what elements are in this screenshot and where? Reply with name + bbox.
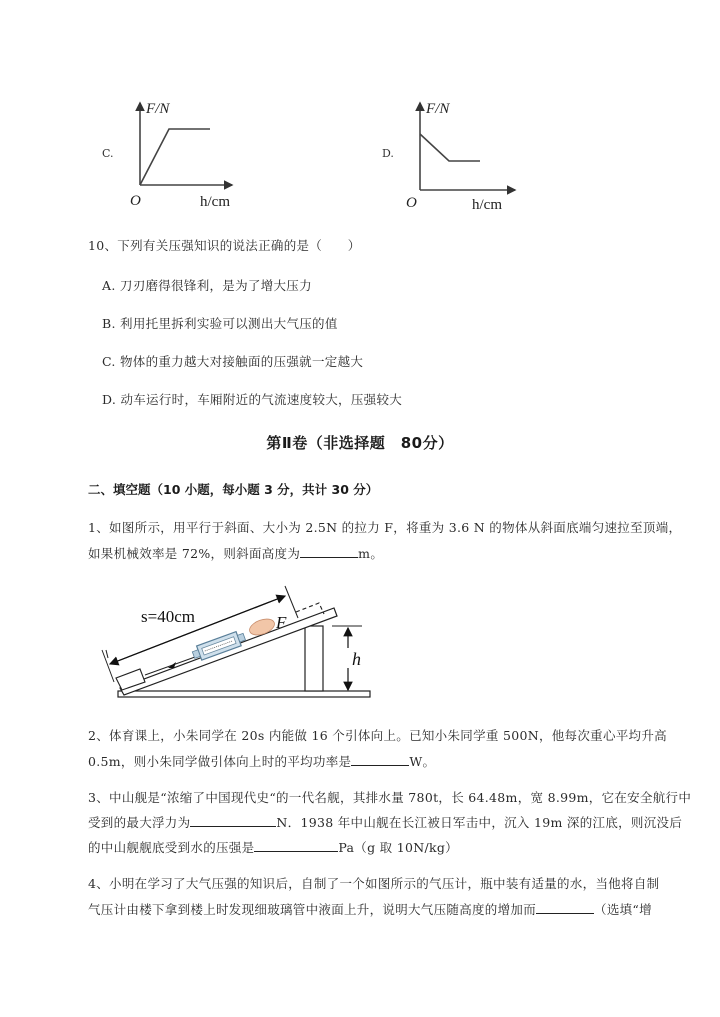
fill-q1-line1: 1、如图所示，用平行于斜面、大小为 2.5N 的拉力 F，将重为 3.6 N 的物体从斜面底端匀速拉至顶端，: [88, 520, 682, 535]
q10-stem: 10、下列有关压强知识的说法正确的是（ ）: [88, 238, 361, 253]
q10-option-d[interactable]: [102, 390, 402, 408]
q10-option-a[interactable]: [102, 276, 312, 294]
fill-q3-line1: 3、中山舰是“浓缩了中国现代史“的一代名舰，其排水量 780t，长 64.48m，宽 8.99m，它在安全航行中: [88, 790, 692, 805]
graph-c: [100, 95, 270, 215]
x-axis-label: h/cm: [472, 197, 502, 213]
option-key: C.: [102, 354, 116, 369]
option-text: 物体的重力越大对接触面的压强就一定越大: [119, 354, 364, 369]
y-axis-label: F/N: [146, 101, 170, 117]
text: W。: [409, 754, 436, 769]
option-text: 利用托里拆利实验可以测出大气压的值: [120, 316, 338, 331]
answer-blank[interactable]: [190, 814, 276, 827]
height-label: h: [352, 649, 361, 669]
text: （选填“增: [594, 902, 652, 917]
option-d-label: D.: [382, 147, 394, 160]
answer-blank[interactable]: [254, 839, 338, 852]
fill-q3-line2: [88, 813, 682, 831]
option-key: D.: [102, 392, 117, 407]
q10-option-b[interactable]: [102, 314, 338, 332]
fill-q4-line1: 4、小明在学习了大气压强的知识后，自制了一个如图所示的气压计，瓶中装有适量的水，当他将自制: [88, 876, 660, 891]
text: 如果机械效率是 72%，则斜面高度为: [88, 546, 301, 561]
text: N．1938 年中山舰在长江被日军击中，沉入 19m 深的江底，则沉没后: [276, 815, 683, 830]
section-title: 第Ⅱ卷（非选择题 80分）: [266, 434, 454, 452]
answer-blank[interactable]: [351, 753, 409, 766]
answer-blank[interactable]: [300, 545, 358, 558]
fill-q4-line2: [88, 900, 652, 918]
option-c-label: C.: [102, 147, 114, 160]
answer-blank[interactable]: [536, 901, 594, 914]
option-text: 刀刃磨得很锋利，是为了增大压力: [119, 278, 312, 293]
y-axis-label: F/N: [426, 101, 450, 117]
q10-option-c[interactable]: [102, 352, 363, 370]
fill-q3-line3: [88, 838, 458, 856]
incline-figure: [100, 578, 380, 703]
option-key: B.: [102, 316, 116, 331]
option-text: 动车运行时，车厢附近的气流速度较大，压强较大: [120, 392, 403, 407]
x-axis-label: h/cm: [200, 194, 230, 210]
text: 气压计由楼下拿到楼上时发现细玻璃管中液面上升，说明大气压随高度的增加而: [88, 902, 537, 917]
text: m。: [358, 546, 384, 561]
text: 受到的最大浮力为: [88, 815, 191, 830]
text: Pa（g 取 10N/kg）: [338, 840, 458, 855]
force-label: F: [276, 613, 287, 632]
origin-label: O: [406, 195, 417, 211]
fill-q2-line1: 2、体育课上，小朱同学在 20s 内能做 16 个引体向上。已知小朱同学重 500N，他每次重心平均升高: [88, 728, 667, 743]
text: 的中山舰舰底受到水的压强是: [88, 840, 255, 855]
text: 0.5m，则小朱同学做引体向上时的平均功率是: [88, 754, 352, 769]
part-heading: 二、填空题（10 小题，每小题 3 分，共计 30 分）: [88, 482, 379, 497]
fill-q1-line2: [88, 544, 383, 562]
distance-label: s=40cm: [141, 607, 195, 626]
incline-diagram: [100, 578, 380, 703]
q9-option-d: [380, 95, 540, 215]
q9-option-c: [100, 95, 270, 215]
origin-label: O: [130, 193, 141, 209]
option-key: A.: [102, 278, 116, 293]
graph-d: [380, 95, 540, 215]
fill-q2-line2: [88, 752, 435, 770]
